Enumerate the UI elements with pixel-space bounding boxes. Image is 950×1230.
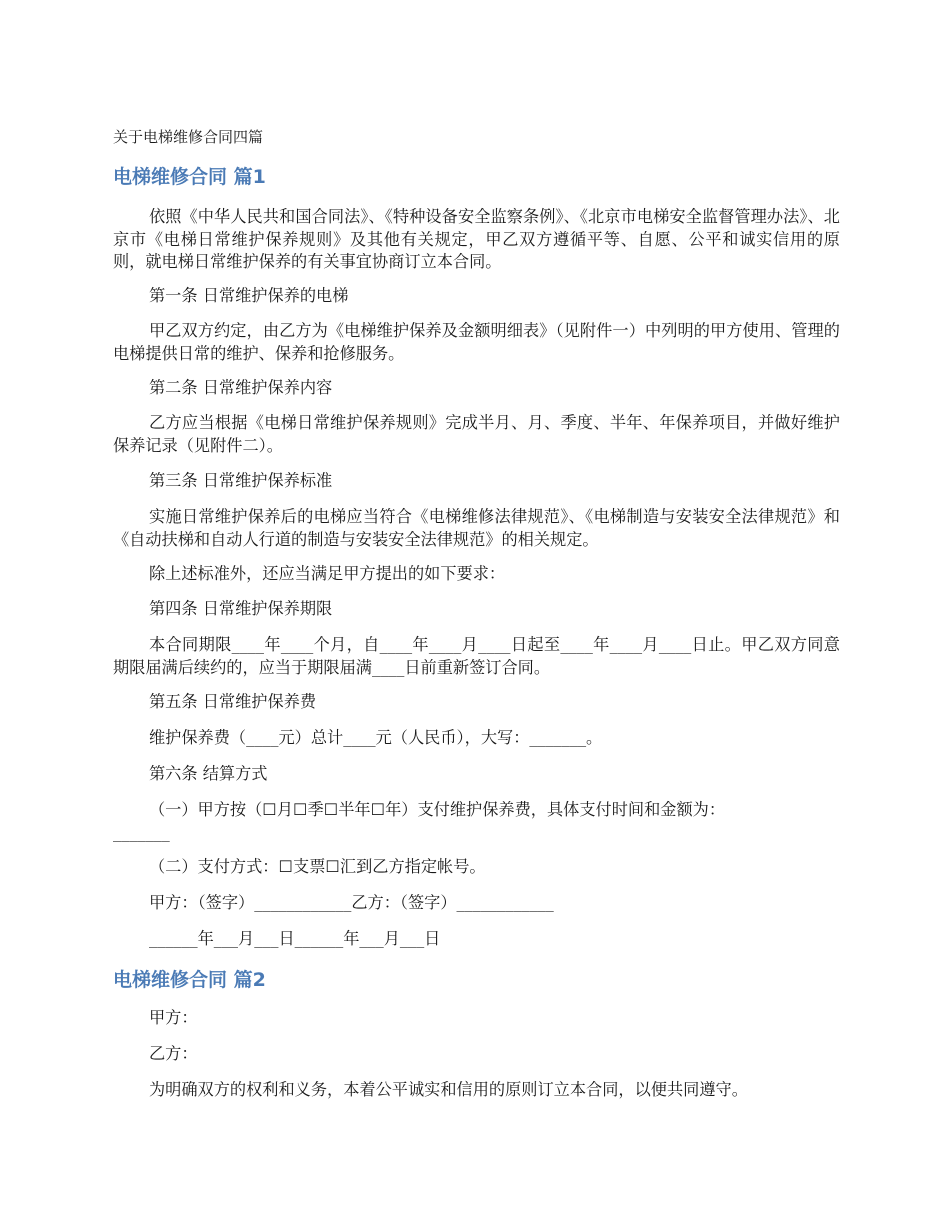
article-4-title: 第四条 日常维护保养期限 [149, 599, 333, 618]
article-3-extra: 除上述标准外，还应当满足甲方提出的如下要求： [149, 564, 506, 583]
article-4-text: 本合同期限____年____个月，自____年____月____日起至____年____月____日止。甲乙双方同意期限届满后续约的，应当于期限届满____日前重新签订合同。 [113, 635, 840, 677]
article-3-text: 实施日常维护保养后的电梯应当符合《电梯维修法律规范》、《电梯制造与安装安全法律规范》和《自动扶梯和自动人行道的制造与安装安全法律规范》的相关规定。 [113, 507, 840, 549]
article-6-item-1-blank: _______ [113, 823, 170, 842]
section-heading-1: 电梯维修合同 篇1 [113, 166, 266, 188]
section-heading-2: 电梯维修合同 篇2 [113, 969, 266, 991]
party-a-label: 甲方： [149, 1008, 198, 1027]
party-b-label: 乙方： [149, 1044, 198, 1063]
intro-paragraph: 依照《中华人民共和国合同法》、《特种设备安全监察条例》、《北京市电梯安全监督管理办法》、北京市《电梯日常维护保养规则》及其他有关规定，甲乙双方遵循平等、自愿、公平和诚实信用的原则，就电梯日常维护保养的有关事宜协商订立本合同。 [113, 207, 840, 271]
document-title: 关于电梯维修合同四篇 [113, 128, 264, 146]
article-6-item-2: （二）支付方式：☐支票☐汇到乙方指定帐号。 [149, 857, 486, 876]
date-line: ______年___月___日______年___月___日 [149, 929, 441, 948]
section-2-intro: 为明确双方的权利和义务，本着公平诚实和信用的原则订立本合同，以便共同遵守。 [149, 1080, 748, 1099]
article-6-item-1: （一）甲方按（☐月☐季☐半年☐年）支付维护保养费，具体支付时间和金额为： [149, 800, 726, 819]
article-1-title: 第一条 日常维护保养的电梯 [149, 286, 349, 305]
article-2-title: 第二条 日常维护保养内容 [149, 378, 333, 397]
article-6-title: 第六条 结算方式 [149, 764, 268, 783]
article-5-text: 维护保养费（____元）总计____元（人民币），大写：_______。 [149, 728, 603, 747]
signature-line: 甲方：（签字）____________乙方：（签字）____________ [149, 893, 554, 912]
article-5-title: 第五条 日常维护保养费 [149, 692, 317, 711]
article-2-text: 乙方应当根据《电梯日常维护保养规则》完成半月、月、季度、半年、年保养项目，并做好维护保养记录（见附件二）。 [113, 413, 840, 455]
article-3-title: 第三条 日常维护保养标准 [149, 471, 333, 490]
article-1-text: 甲乙双方约定，由乙方为《电梯维护保养及金额明细表》（见附件一）中列明的甲方使用、管理的电梯提供日常的维护、保养和抢修服务。 [113, 321, 840, 363]
